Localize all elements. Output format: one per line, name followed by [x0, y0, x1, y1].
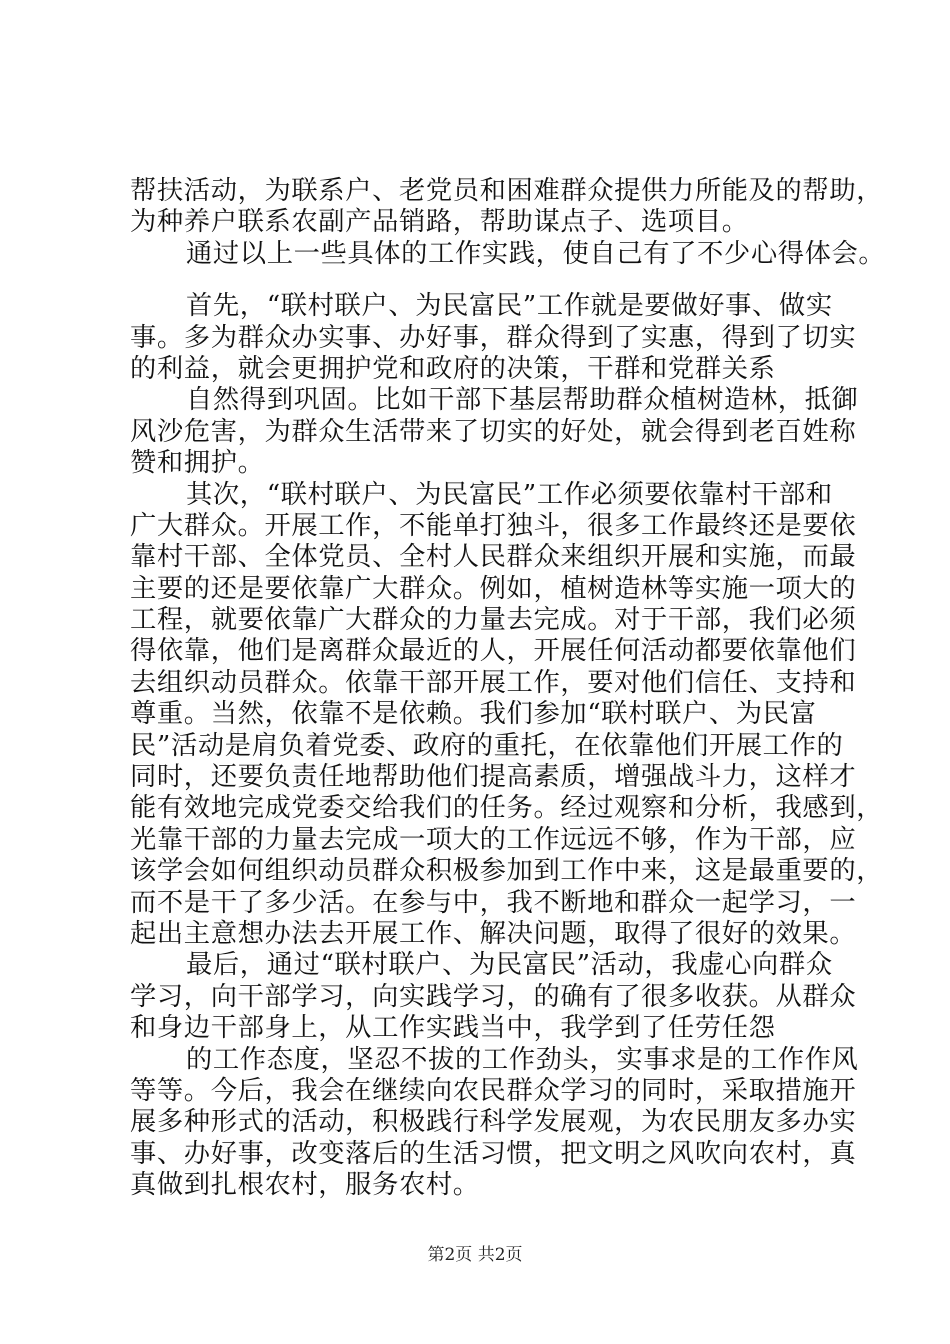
document-body — [130, 176, 886, 1202]
text-line: 光靠干部的力量去完成一项大的工作远远不够，作为干部，应 — [130, 824, 857, 855]
text-line: 的利益，就会更拥护党和政府的决策，干群和党群关系 — [130, 353, 776, 384]
text-line: 最后，通过“联村联户、为民富民”活动，我虚心向群众 — [186, 950, 833, 981]
text-line: 事。多为群众办实事、办好事，群众得到了实惠，得到了切实 — [130, 322, 857, 353]
text-line: 首先，“联村联户、为民富民”工作就是要做好事、做实 — [186, 291, 833, 322]
text-line: 去组织动员群众。依靠干部开展工作，要对他们信任、支持和 — [130, 667, 857, 698]
text-line: 为种养户联系农副产品销路，帮助谋点子、选项目。 — [130, 207, 749, 238]
text-line: 和身边干部身上，从工作实践当中，我学到了任劳任怨 — [130, 1013, 776, 1044]
text-line: 工程，就要依靠广大群众的力量去完成。对于干部，我们必须 — [130, 605, 857, 636]
text-line: 起出主意想办法去开展工作、解决问题，取得了很好的效果。 — [130, 918, 857, 949]
page-footer: 第2页 共2页 — [427, 1245, 523, 1265]
text-line: 该学会如何组织动员群众积极参加到工作中来，这是最重要的， — [130, 856, 884, 887]
text-line: 赞和拥护。 — [130, 448, 265, 479]
text-line: 帮扶活动，为联系户、老党员和困难群众提供力所能及的帮助， — [130, 176, 884, 206]
text-line: 通过以上一些具体的工作实践，使自己有了不少心得体会。 — [186, 238, 886, 269]
text-line: 其次，“联村联户、为民富民”工作必须要依靠村干部和 — [186, 479, 833, 510]
text-line: 自然得到巩固。比如干部下基层帮助群众植树造林，抵御 — [186, 385, 859, 416]
text-line: 能有效地完成党委交给我们的任务。经过观察和分析，我感到， — [130, 793, 884, 824]
text-line: 风沙危害，为群众生活带来了切实的好处，就会得到老百姓称 — [130, 416, 857, 447]
text-line: 民”活动是肩负着党委、政府的重托，在依靠他们开展工作的 — [130, 730, 844, 761]
text-line: 学习，向干部学习，向实践学习，的确有了很多收获。从群众 — [130, 981, 857, 1012]
text-line: 的工作态度，坚忍不拔的工作劲头，实事求是的工作作风 — [186, 1044, 859, 1075]
text-line: 主要的还是要依靠广大群众。例如，植树造林等实施一项大的 — [130, 573, 857, 604]
text-line: 靠村干部、全体党员、全村人民群众来组织开展和实施，而最 — [130, 542, 857, 573]
paragraph-gap — [130, 270, 850, 291]
text-line: 事、办好事，改变落后的生活习惯，把文明之风吹向农村，真 — [130, 1138, 857, 1169]
text-line: 得依靠，他们是离群众最近的人，开展任何活动都要依靠他们 — [130, 636, 857, 667]
text-line: 尊重。当然，依靠不是依赖。我们参加“联村联户、为民富 — [130, 699, 817, 730]
text-line: 展多种形式的活动，积极践行科学发展观，为农民朋友多办实 — [130, 1107, 857, 1138]
text-line: 而不是干了多少活。在参与中，我不断地和群众一起学习，一 — [130, 887, 857, 918]
text-line: 真做到扎根农村，服务农村。 — [130, 1170, 480, 1201]
text-line: 等等。今后，我会在继续向农民群众学习的同时，采取措施开 — [130, 1075, 857, 1106]
text-line: 同时，还要负责任地帮助他们提高素质，增强战斗力，这样才 — [130, 762, 857, 793]
text-line: 广大群众。开展工作，不能单打独斗，很多工作最终还是要依 — [130, 510, 857, 541]
